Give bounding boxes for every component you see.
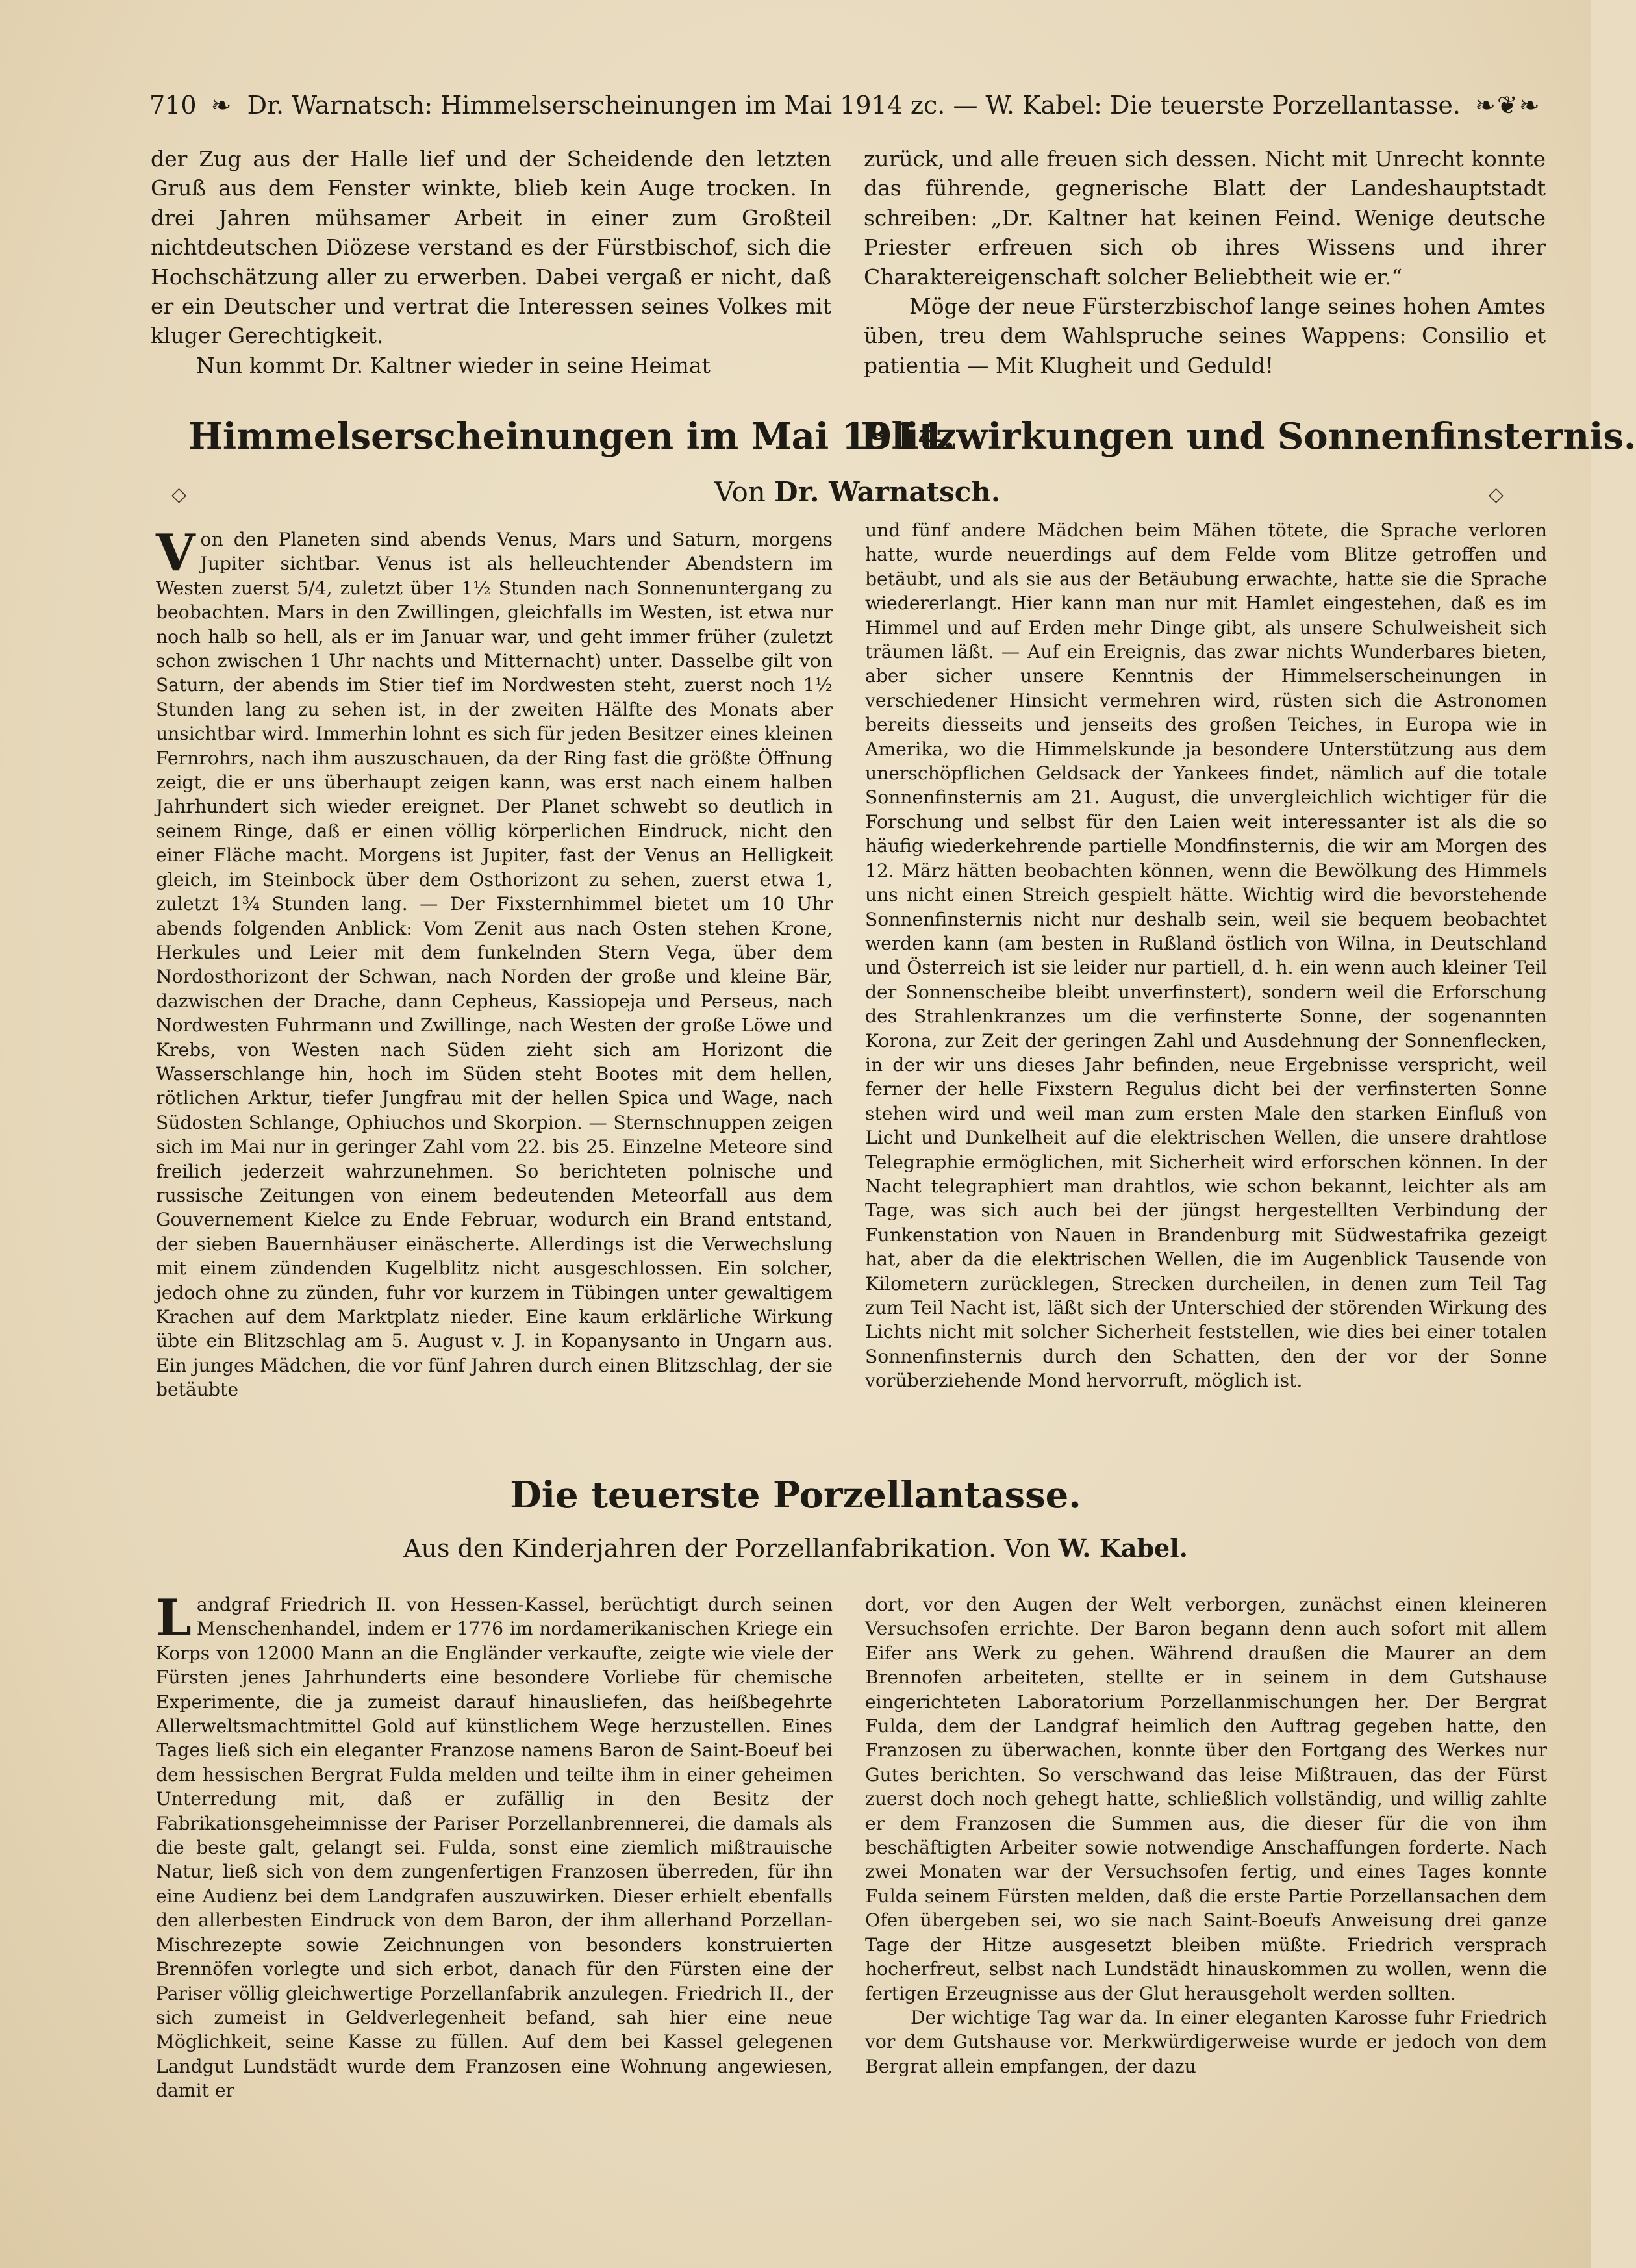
diamond-ornament-icon: ◇ xyxy=(1489,483,1504,506)
article1-title-right: Blitzwirkungen und Sonnenfinsternis. xyxy=(861,415,1636,458)
diamond-ornament-icon: ◇ xyxy=(171,483,187,506)
article1-right-column xyxy=(865,518,1547,1430)
byline-author: Dr. Warnatsch. xyxy=(774,476,1001,508)
article2-title: Die teuerste Porzellantasse. xyxy=(510,1474,1081,1517)
prev-article-paragraph: zurück, und alle freuen sich dessen. Nicht mit Unrecht konnte das führende, gegnerische Blatt der Landeshauptstadt schreiben: „Dr. Kaltner hat keinen Feind. Wenige deutsche Priester erfreuen sich ob ihres Wissens und ihrer Charaktereigenschaft solcher Beliebtheit wie er.“ xyxy=(864,146,1546,290)
subtitle-author: W. Kabel. xyxy=(1058,1533,1188,1563)
prev-article-paragraph: Möge der neue Fürsterzbischof lange seines hohen Amtes üben, treu dem Wahlspruche seines Wappens: Consilio et patientia — Mit Klugheit und Geduld! xyxy=(864,294,1546,378)
running-header xyxy=(149,86,1541,125)
prev-article-left-column xyxy=(151,144,831,384)
article1-left-text: on den Planeten sind abends Venus, Mars und Saturn, morgens Jupiter sichtbar. Venus ist als helleuchtender Abendstern im Westen zuerst 5/4, zuletzt über 1½ Stunden nach Sonnenuntergang zu beobachten. Mars in den Zwillingen, gleichfalls im Westen, ist etwa nur noch halb so hell, als er im Januar war, und geht immer früher (zuletzt schon zwischen 1 Uhr nachts und Mitternacht) unter. Dasselbe gilt von Saturn, der abends im Stier tief im Nordwesten steht, zuerst noch 1½ Stunden lang zu sehen ist, in der zweiten Hälfte des Monats aber unsichtbar wird. Immerhin lohnt es sich für jeden Besitzer eines kleinen Fernrohrs, nach ihm auszuschauen, da der Ring fast die größte Öffnung zeigt, die er uns überhaupt zeigen kann, was erst nach einem halben Jahrhundert sich wieder ereignet. Der Planet schwebt so deutlich in seinem Ringe, daß er einen völlig körperlichen Eindruck, nicht den einer Fläche macht. Morgens ist Jupiter, fast der Venus an Helligkeit gleich, im Steinbock über dem Osthorizont zu sehen, zuerst etwa 1, zuletzt 1¾ Stunden lang. — Der Fixsternhimmel bietet um 10 Uhr abends folgenden Anblick: Vom Zenit aus nach Osten stehen Krone, Herkules und Leier mit dem funkelnden Stern Vega, über dem Nordosthorizont der Schwan, nach Norden der große und kleine Bär, dazwischen der Drache, dann Cepheus, Kassiopeja und Perseus, nach Nordwesten Fuhrmann und Zwillinge, nach Westen der große Löwe und Krebs, von Westen nach Süden zieht sich am Horizont die Wasserschlange hin, hoch im Süden steht Bootes mit dem hellen, rötlichen Arktur, tiefer Jungfrau mit der hellen Spica und Wage, nach Südosten Schlange, Ophiuchos und Skorpion. — Sternschnuppen zeigen sich im Mai nur in geringer Zahl vom 22. bis 25. Einzelne Meteore sind freilich jederzeit wahrzunehmen. So berichteten polnische und russische Zeitungen von einem bedeutenden Meteorfall aus dem Gouvernement Kielce zu Ende Februar, wodurch ein Brand entstand, der sieben Bauernhäuser einäscherte. Allerdings ist die Verwechslung mit einem zündenden Kugelblitz nicht ausgeschlossen. Ein solcher, jedoch ohne zu zünden, fuhr vor kurzem in Tübingen unter gewaltigem Krachen auf dem Marktplatz nieder. Eine kaum erklärliche Wirkung übte ein Blitzschlag am 5. August v. J. in Kopanysanto in Ungarn aus. Ein junges Mädchen, die vor fünf Jahren durch einen Blitzschlag, der sie betäubte xyxy=(156,529,833,1401)
page-number: 710 xyxy=(149,91,197,120)
article1-title-left: Himmelserscheinungen im Mai 1914. xyxy=(188,415,956,458)
running-title: Dr. Warnatsch: Himmelserscheinungen im Mai 1914 zc. — W. Kabel: Die teuerste Porzellantasse. xyxy=(247,91,1461,120)
article1-byline xyxy=(714,473,1001,512)
left-ornament-icon: ❧ xyxy=(210,91,233,120)
article2-right-text: Der wichtige Tag war da. In einer eleganten Karosse fuhr Friedrich vor dem Gutshause vor. Merkwürdigerweise wurde er jedoch von dem Bergrat allein empfangen, der dazu xyxy=(865,2006,1547,2077)
prev-article-paragraph: Nun kommt Dr. Kaltner wieder in seine Heimat xyxy=(196,352,711,378)
article2-left-text: andgraf Friedrich II. von Hessen-Kassel, berüchtigt durch seinen Menschenhandel, indem er 1776 im nordamerikanischen Kriege ein Korps von 12000 Mann an die Engländer verkaufte, zeigte wie viele der Fürsten jenes Jahrhunderts eine besondere Vorliebe für chemische Experimente, die ja zumeist darauf hinausliefen, das heißbegehrte Allerweltsmachtmittel Gold auf künstlichem Wege herzustellen. Eines Tages ließ sich ein eleganter Franzose namens Baron de Saint-Boeuf bei dem hessischen Bergrat Fulda melden und teilte ihm in einer geheimen Unterredung mit, daß er zufällig in den Besitz der Fabrikationsgeheimnisse der Pariser Porzellanbrennerei, die damals als die beste galt, gelangt sei. Fulda, sonst eine ziemlich mißtrauische Natur, ließ sich von dem zungenfertigen Franzosen überreden, für ihn eine Audienz bei dem Landgrafen auszuwirken. Dieser erhielt ebenfalls den allerbesten Eindruck von dem Baron, der ihm allerhand Porzellan-Mischrezepte sowie Zeichnungen von besonders konstruierten Brennöfen vorlegte und sich erbot, danach für den Fürsten eine der Pariser völlig gleichwertige Porzellanfabrik anzulegen. Friedrich II., der sich zumeist in Geldverlegenheit befand, sah hier eine neue Möglichkeit, seine Kasse zu füllen. Auf dem bei Kassel gelegenen Landgut Lundstädt wurde dem Franzosen eine Wohnung angewiesen, damit er xyxy=(156,1594,833,2102)
article2-subtitle xyxy=(0,1530,1591,1567)
subtitle-text: Aus den Kinderjahren der Porzellanfabrikation. Von xyxy=(403,1534,1051,1563)
article2-right-column xyxy=(865,1593,1547,2216)
drop-cap: V xyxy=(156,523,195,583)
prev-article-right-column xyxy=(864,144,1546,384)
article1-right-text: und fünf andere Mädchen beim Mähen tötete, die Sprache verloren hatte, wurde neuerdings auf dem Felde vom Blitze getroffen und betäubt, und als sie aus der Betäubung erwachte, hatte sie die Sprache wiedererlangt. Hier kann man nur mit Hamlet eingestehen, daß es im Himmel und auf Erden mehr Dinge gibt, als unsere Schulweisheit sich träumen läßt. — Auf ein Ereignis, das zwar nichts Wunderbares bieten, aber sicher unsere Kenntnis der Himmelserscheinungen in verschiedener Hinsicht vermehren wird, rüsten sich die Astronomen bereits diesseits und jenseits des großen Teiches, in Europa wie in Amerika, wo die Himmelskunde ja besondere Unterstützung aus dem unerschöpflichen Geldsack der Yankees findet, nämlich auf die totale Sonnenfinsternis am 21. August, die unvergleichlich wichtiger für die Forschung und selbst für den Laien weit interessanter ist als die so häufig wiederkehrende partielle Mondfinsternis, die wir am Morgen des 12. März hätten beobachten können, wenn die Bewölkung des Himmels uns nicht einen Streich gespielt hätte. Wichtig wird die bevorstehende Sonnenfinsternis nicht nur deshalb sein, weil sie bequem beobachtet werden kann (am besten in Rußland östlich von Wilna, in Deutschland und Österreich ist sie leider nur partiell, d. h. ein wenn auch kleiner Teil der Sonnenscheibe bleibt unverfinstert), sondern weil die Erforschung des Strahlenkranzes um die verfinsterte Sonne, der sogenannten Korona, zur Zeit der geringen Zahl und Ausdehnung der Sonnenflecken, in der wir uns dieses Jahr befinden, neue Ergebnisse verspricht, weil ferner der helle Fixstern Regulus dicht bei der verfinsterten Sonne stehen wird und weil man zum ersten Male den starken Einfluß von Licht und Dunkelheit auf die elektrischen Wellen, die unsere drahtlose Telegraphie ermöglichen, mit Sicherheit wird erforschen können. In der Nacht telegraphiert man drahtlos, wie schon bekannt, leichter als am Tage, was sich auch bei der jüngst hergestellten Verbindung der Funkenstation von Nauen in Brandenburg mit Südwestafrika gezeigt hat, aber da die elektrischen Wellen, die im Augenblick Tausende von Kilometern zurücklegen, Strecken durcheilen, in denen zum Teil Tag zum Teil Nacht ist, läßt sich der Unterschied der störenden Wirkung des Lichts nicht mit solcher Sicherheit feststellen, wie dies bei einer totalen Sonnenfinsternis durch den Schatten, den der vor der Sonne vorüberziehende Mond hervorruft, möglich ist. xyxy=(865,520,1547,1392)
right-ornament-icon: ❧❦❧ xyxy=(1475,91,1541,120)
article2-left-column xyxy=(156,1589,833,2216)
prev-article-paragraph: der Zug aus der Halle lief und der Scheidende den letzten Gruß aus dem Fenster winkte, blieb kein Auge trocken. In drei Jahren mühsamer Arbeit in einer zum Großteil nichtdeutschen Diözese verstand es der Fürstbischof, sich die Hochschätzung aller zu erwerben. Dabei vergaß er nicht, daß er ein Deutscher und vertrat die Interessen seines Volkes mit kluger Gerechtigkeit. xyxy=(151,146,831,349)
article2-right-text: dort, vor den Augen der Welt verborgen, zunächst einen kleineren Versuchsofen errichte. Der Baron begann denn auch sofort mit allem Eifer ans Werk zu gehen. Während draußen die Maurer an dem Brennofen arbeiteten, stellte er in seinem in dem Gutshause eingerichteten Laboratorium Porzellanmischungen her. Der Bergrat Fulda, dem der Landgraf heimlich den Auftrag gegeben hatte, den Franzosen zu überwachen, konnte über den Fortgang des Werkes nur Gutes berichten. So verschwand das leise Mißtrauen, das der Fürst zuerst doch noch gehegt hatte, schließlich vollständig, und willig zahlte er dem Franzosen die Summen aus, die dieser für die von ihm beschäftigten Arbeiter sowie notwendige Anschaffungen forderte. Nach zwei Monaten war der Versuchsofen fertig, und eines Tages konnte Fulda seinem Fürsten melden, daß die erste Partie Porzellansachen dem Ofen übergeben sei, wo sie nach Saint-Boeufs Anweisung drei ganze Tage der Hitze ausgesetzt bleiben müßte. Friedrich versprach hocherfreut, selbst nach Lundstädt hinauskommen zu wollen, wenn die fertigen Erzeugnisse aus der Glut herausgeholt werden sollten. xyxy=(865,1594,1547,2004)
byline-prefix: Von xyxy=(714,476,766,508)
drop-cap: L xyxy=(156,1589,192,1648)
article1-left-column xyxy=(156,523,833,1430)
